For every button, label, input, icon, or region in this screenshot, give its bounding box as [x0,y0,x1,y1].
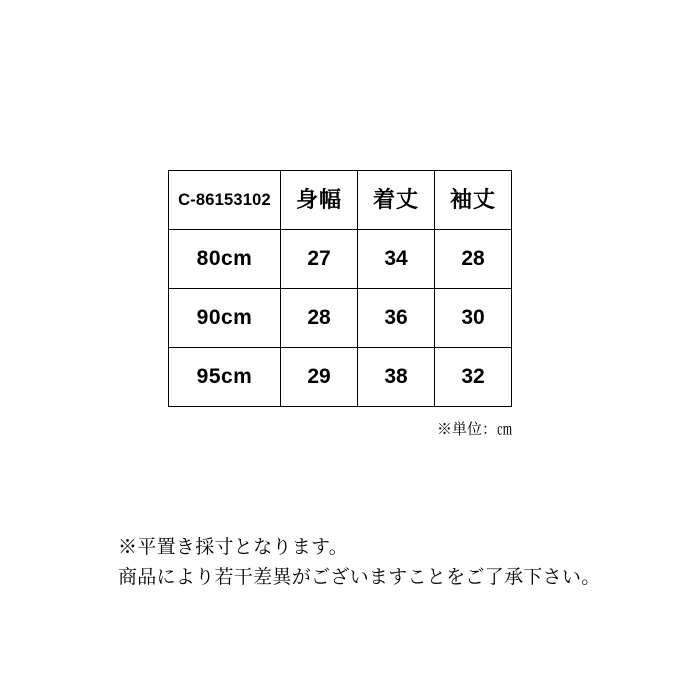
value-sleeve-length: 32 [435,348,512,407]
value-chest-width: 28 [281,289,358,348]
size-table [168,170,512,407]
footnote-line-2: 商品により若干差異がございますことをご了承下さい。 [118,567,601,588]
table-row [169,230,512,289]
column-header-sleeve-length: 袖丈 [435,171,512,230]
value-chest-width: 27 [281,230,358,289]
value-chest-width: 29 [281,348,358,407]
value-body-length: 36 [358,289,435,348]
footnote-line-1: ※平置き採寸となります。 [118,537,349,558]
table-row [169,348,512,407]
table-row [169,289,512,348]
column-header-body-length: 着丈 [358,171,435,230]
value-sleeve-length: 28 [435,230,512,289]
table-header-row [169,171,512,230]
size-label: 80cm [169,230,281,289]
model-code-cell: C-86153102 [169,171,281,230]
size-table-container [168,170,512,407]
value-body-length: 38 [358,348,435,407]
value-sleeve-length: 30 [435,289,512,348]
unit-note: ※単位：㎝ [436,421,512,438]
size-label: 90cm [169,289,281,348]
footnotes [118,533,601,593]
size-label: 95cm [169,348,281,407]
value-body-length: 34 [358,230,435,289]
column-header-chest-width: 身幅 [281,171,358,230]
